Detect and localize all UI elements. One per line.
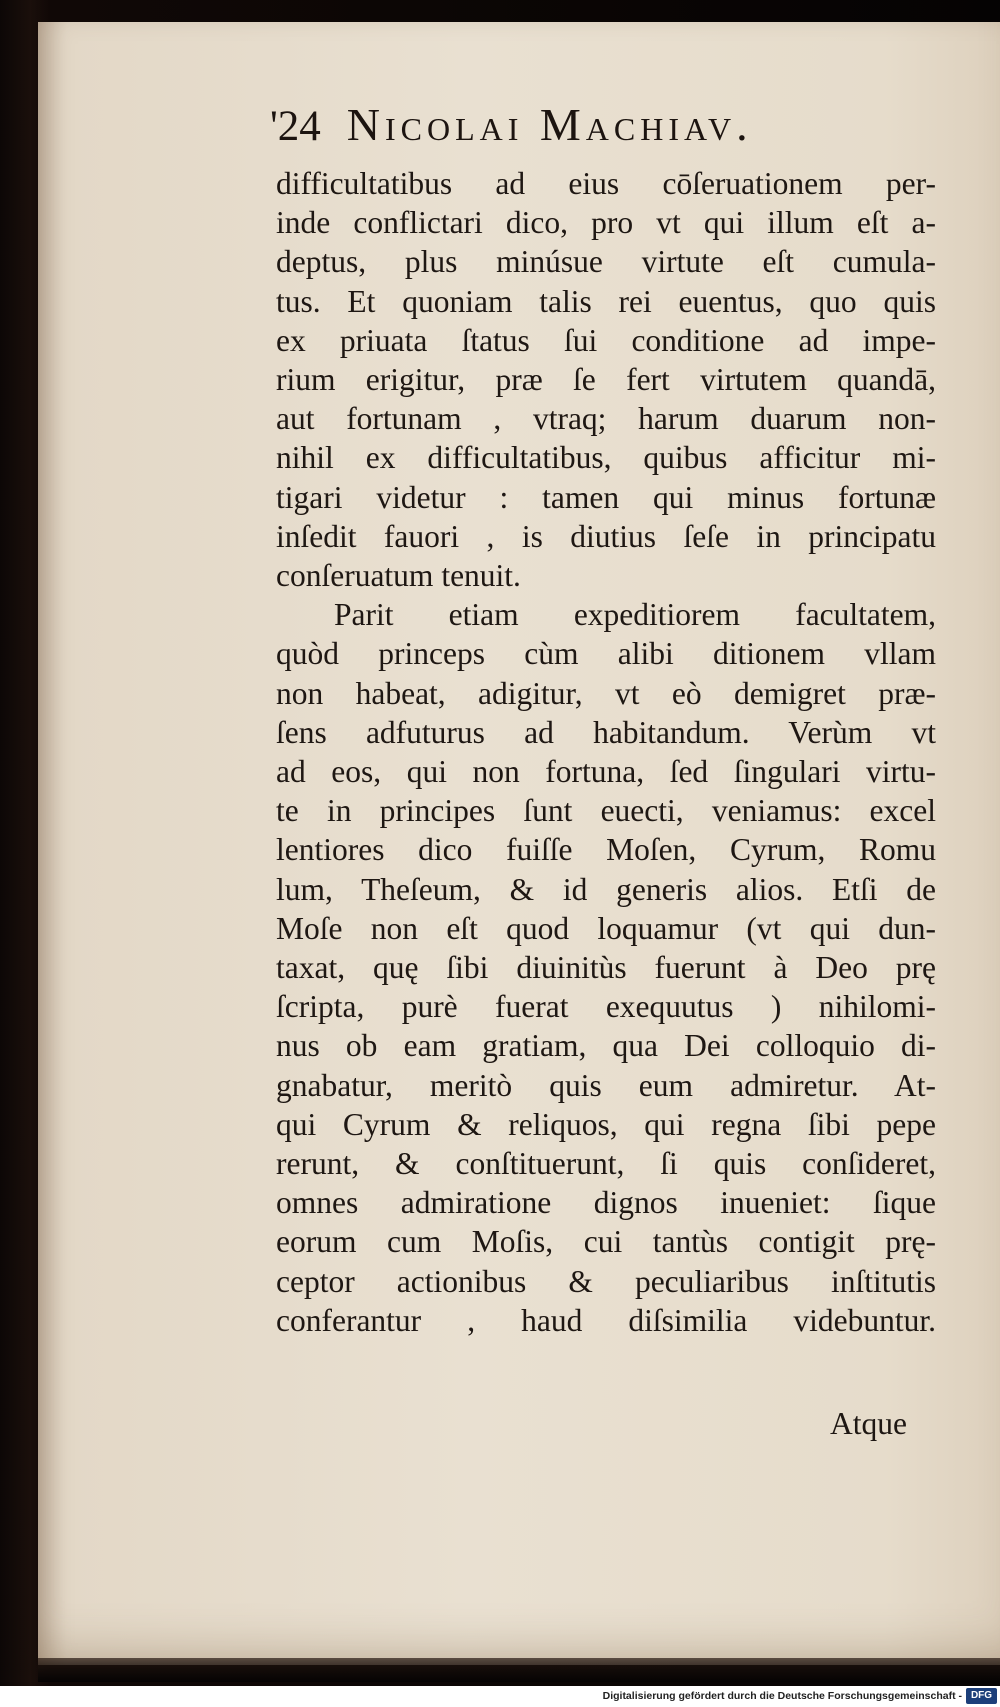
text-line: te in principes ſunt euecti, veniamus: excel [276, 793, 936, 829]
funding-credit: Digitalisierung gefördert durch die Deutsche Forschungsgemeinschaft - [602, 1690, 962, 1702]
text-line: conferantur , haud diſsimilia videbuntur. [276, 1302, 936, 1338]
text-line: nihil ex difficultatibus, quibus afficitur mi- [276, 440, 936, 476]
text-line: inde conflictari dico, pro vt qui illum eſt a- [276, 205, 936, 241]
text-line: difficultatibus ad eius cōſeruationem per- [276, 166, 936, 201]
text-line: tus. Et quoniam talis rei euentus, quo quis [276, 283, 936, 319]
text-line: eorum cum Moſis, cui tantùs contigit prę- [276, 1224, 936, 1260]
dfg-logo: DFG [966, 1688, 997, 1704]
text-line: rerunt, & conſtituerunt, ſi quis conſideret, [276, 1146, 936, 1182]
text-line: omnes admiratione dignos inueniet: ſique [276, 1185, 936, 1221]
text-line: lum, Theſeum, & id generis alios. Etſi de [276, 871, 936, 907]
text-line: gnabatur, meritò quis eum admiretur. At- [276, 1067, 936, 1103]
running-head [270, 98, 970, 151]
body-text [276, 164, 936, 1340]
catchword: Atque [830, 1406, 907, 1441]
text-line: conſeruatum tenuit. [276, 558, 521, 594]
text-line: aut fortunam , vtraq; harum duarum non- [276, 401, 936, 437]
text-line: Parit etiam expeditiorem facultatem, [334, 597, 936, 633]
text-line: ceptor actionibus & peculiaribus inſtitutis [276, 1263, 936, 1299]
text-line: lentiores dico fuiſſe Moſen, Cyrum, Romu [276, 832, 936, 868]
text-line: ſcripta, purè fuerat exequutus ) nihilomi- [276, 989, 936, 1025]
running-title: Nicolai Machiav. [346, 99, 753, 150]
text-line: ex priuata ſtatus ſui conditione ad impe- [276, 322, 936, 358]
text-line: ſens adfuturus ad habitandum. Verùm vt [276, 714, 936, 750]
text-line: tigari videtur : tamen qui minus fortunæ [276, 479, 936, 515]
text-line: quòd princeps cùm alibi ditionem vllam [276, 636, 936, 672]
page-edge-shadow [38, 1658, 1000, 1682]
text-line: Moſe non eſt quod loquamur (vt qui dun- [276, 910, 936, 946]
text-line: ad eos, qui non fortuna, ſed ſingulari virtu- [276, 754, 936, 790]
text-line: qui Cyrum & reliquos, qui regna ſibi pepe [276, 1106, 936, 1142]
page-number: '24 [270, 103, 321, 150]
text-line: nus ob eam gratiam, qua Dei colloquio di- [276, 1028, 936, 1064]
text-line: non habeat, adigitur, vt eò demigret præ- [276, 675, 936, 711]
text-line: inſedit fauori , is diutius ſeſe in principatu [276, 518, 936, 554]
text-line: taxat, quę ſibi diuinitùs fuerunt à Deo prę [276, 950, 936, 986]
text-line: deptus, plus minúsue virtute eſt cumula- [276, 244, 936, 280]
text-line: rium erigitur, præ ſe fert virtutem quandā, [276, 362, 936, 398]
